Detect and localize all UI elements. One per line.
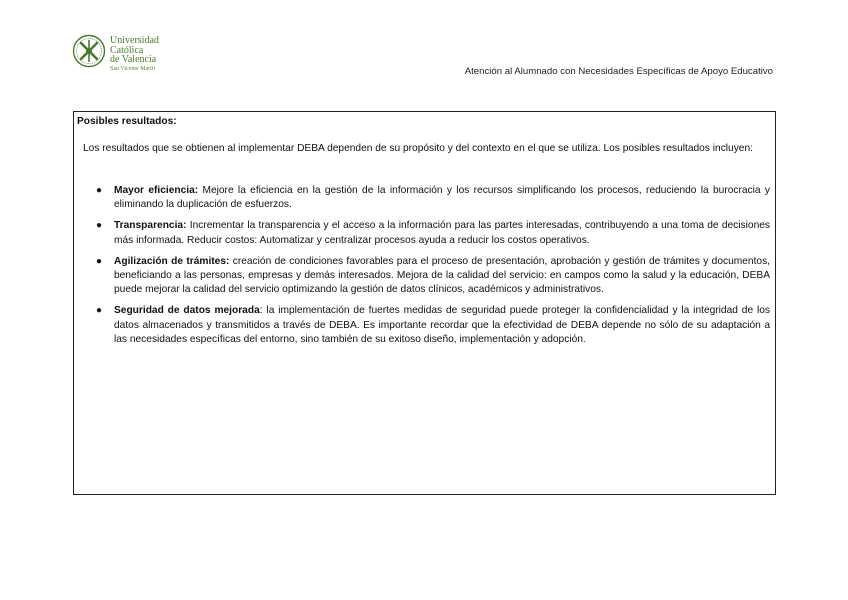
- logo-line-4: San Vicente Mártir: [110, 65, 156, 72]
- intro-paragraph: Los resultados que se obtienen al implementar DEBA dependen de su propósito y del contexto en el que se utiliza. Los posibles resultados incluyen:: [83, 143, 753, 154]
- item-heading: Agilización de trámites:: [114, 255, 230, 267]
- results-box: [73, 111, 776, 495]
- bullet-icon: ●: [96, 185, 103, 196]
- bullet-icon: ●: [96, 305, 103, 317]
- list-item: [96, 255, 770, 298]
- item-text: : la implementación de fuertes medidas de seguridad puede proteger la confidencialidad y la integridad de los datos almacenados y transmitidos a través de DEBA. Es importante recordar que la efectividad de DEBA depende no sólo de su adaptación a las necesidades específicas del entorno, sino también de su exitoso diseño, implementación y adopción.: [114, 305, 770, 345]
- item-heading: Mayor eficiencia:: [114, 185, 199, 196]
- item-text: Mejore la eficiencia en la gestión de la información y los recursos simplificando los procesos, reduciendo la burocracia y eliminando la duplicación de esfuerzos.: [114, 185, 770, 211]
- results-list: [96, 184, 770, 354]
- item-heading: Transparencia:: [114, 220, 187, 232]
- list-item: [96, 304, 770, 347]
- section-title: Posibles resultados:: [77, 116, 177, 127]
- list-item: [96, 184, 770, 212]
- list-item: [96, 219, 770, 247]
- logo-line-2: Católica: [110, 44, 144, 56]
- logo-line-3: de Valencia: [110, 54, 157, 65]
- logo-line-1: Universidad: [110, 35, 159, 46]
- item-heading: Seguridad de datos mejorada: [114, 305, 260, 317]
- university-seal-icon: [72, 34, 106, 68]
- item-text: Incrementar la transparencia y el acceso a la información para las partes interesadas, contribuyendo a una toma de decisiones más informada. Reducir costos: Automatizar y centralizar procesos ayuda a reducir los costos operativos.: [114, 220, 770, 246]
- bullet-icon: ●: [96, 220, 103, 232]
- item-text: creación de condiciones favorables para el proceso de presentación, aprobación y gestión de trámites y documentos, beneficiando a las personas, empresas y demás interesados. Mejora de la calidad del servicio: en campos como la salud y la educación, DEBA puede mejorar la calidad del servicio optimizando la gestión de datos clínicos, académicos y administrativos.: [114, 255, 770, 296]
- university-logo: [72, 34, 182, 76]
- bullet-icon: ●: [96, 255, 103, 267]
- header-title: Atención al Alumnado con Necesidades Específicas de Apoyo Educativo: [464, 66, 773, 77]
